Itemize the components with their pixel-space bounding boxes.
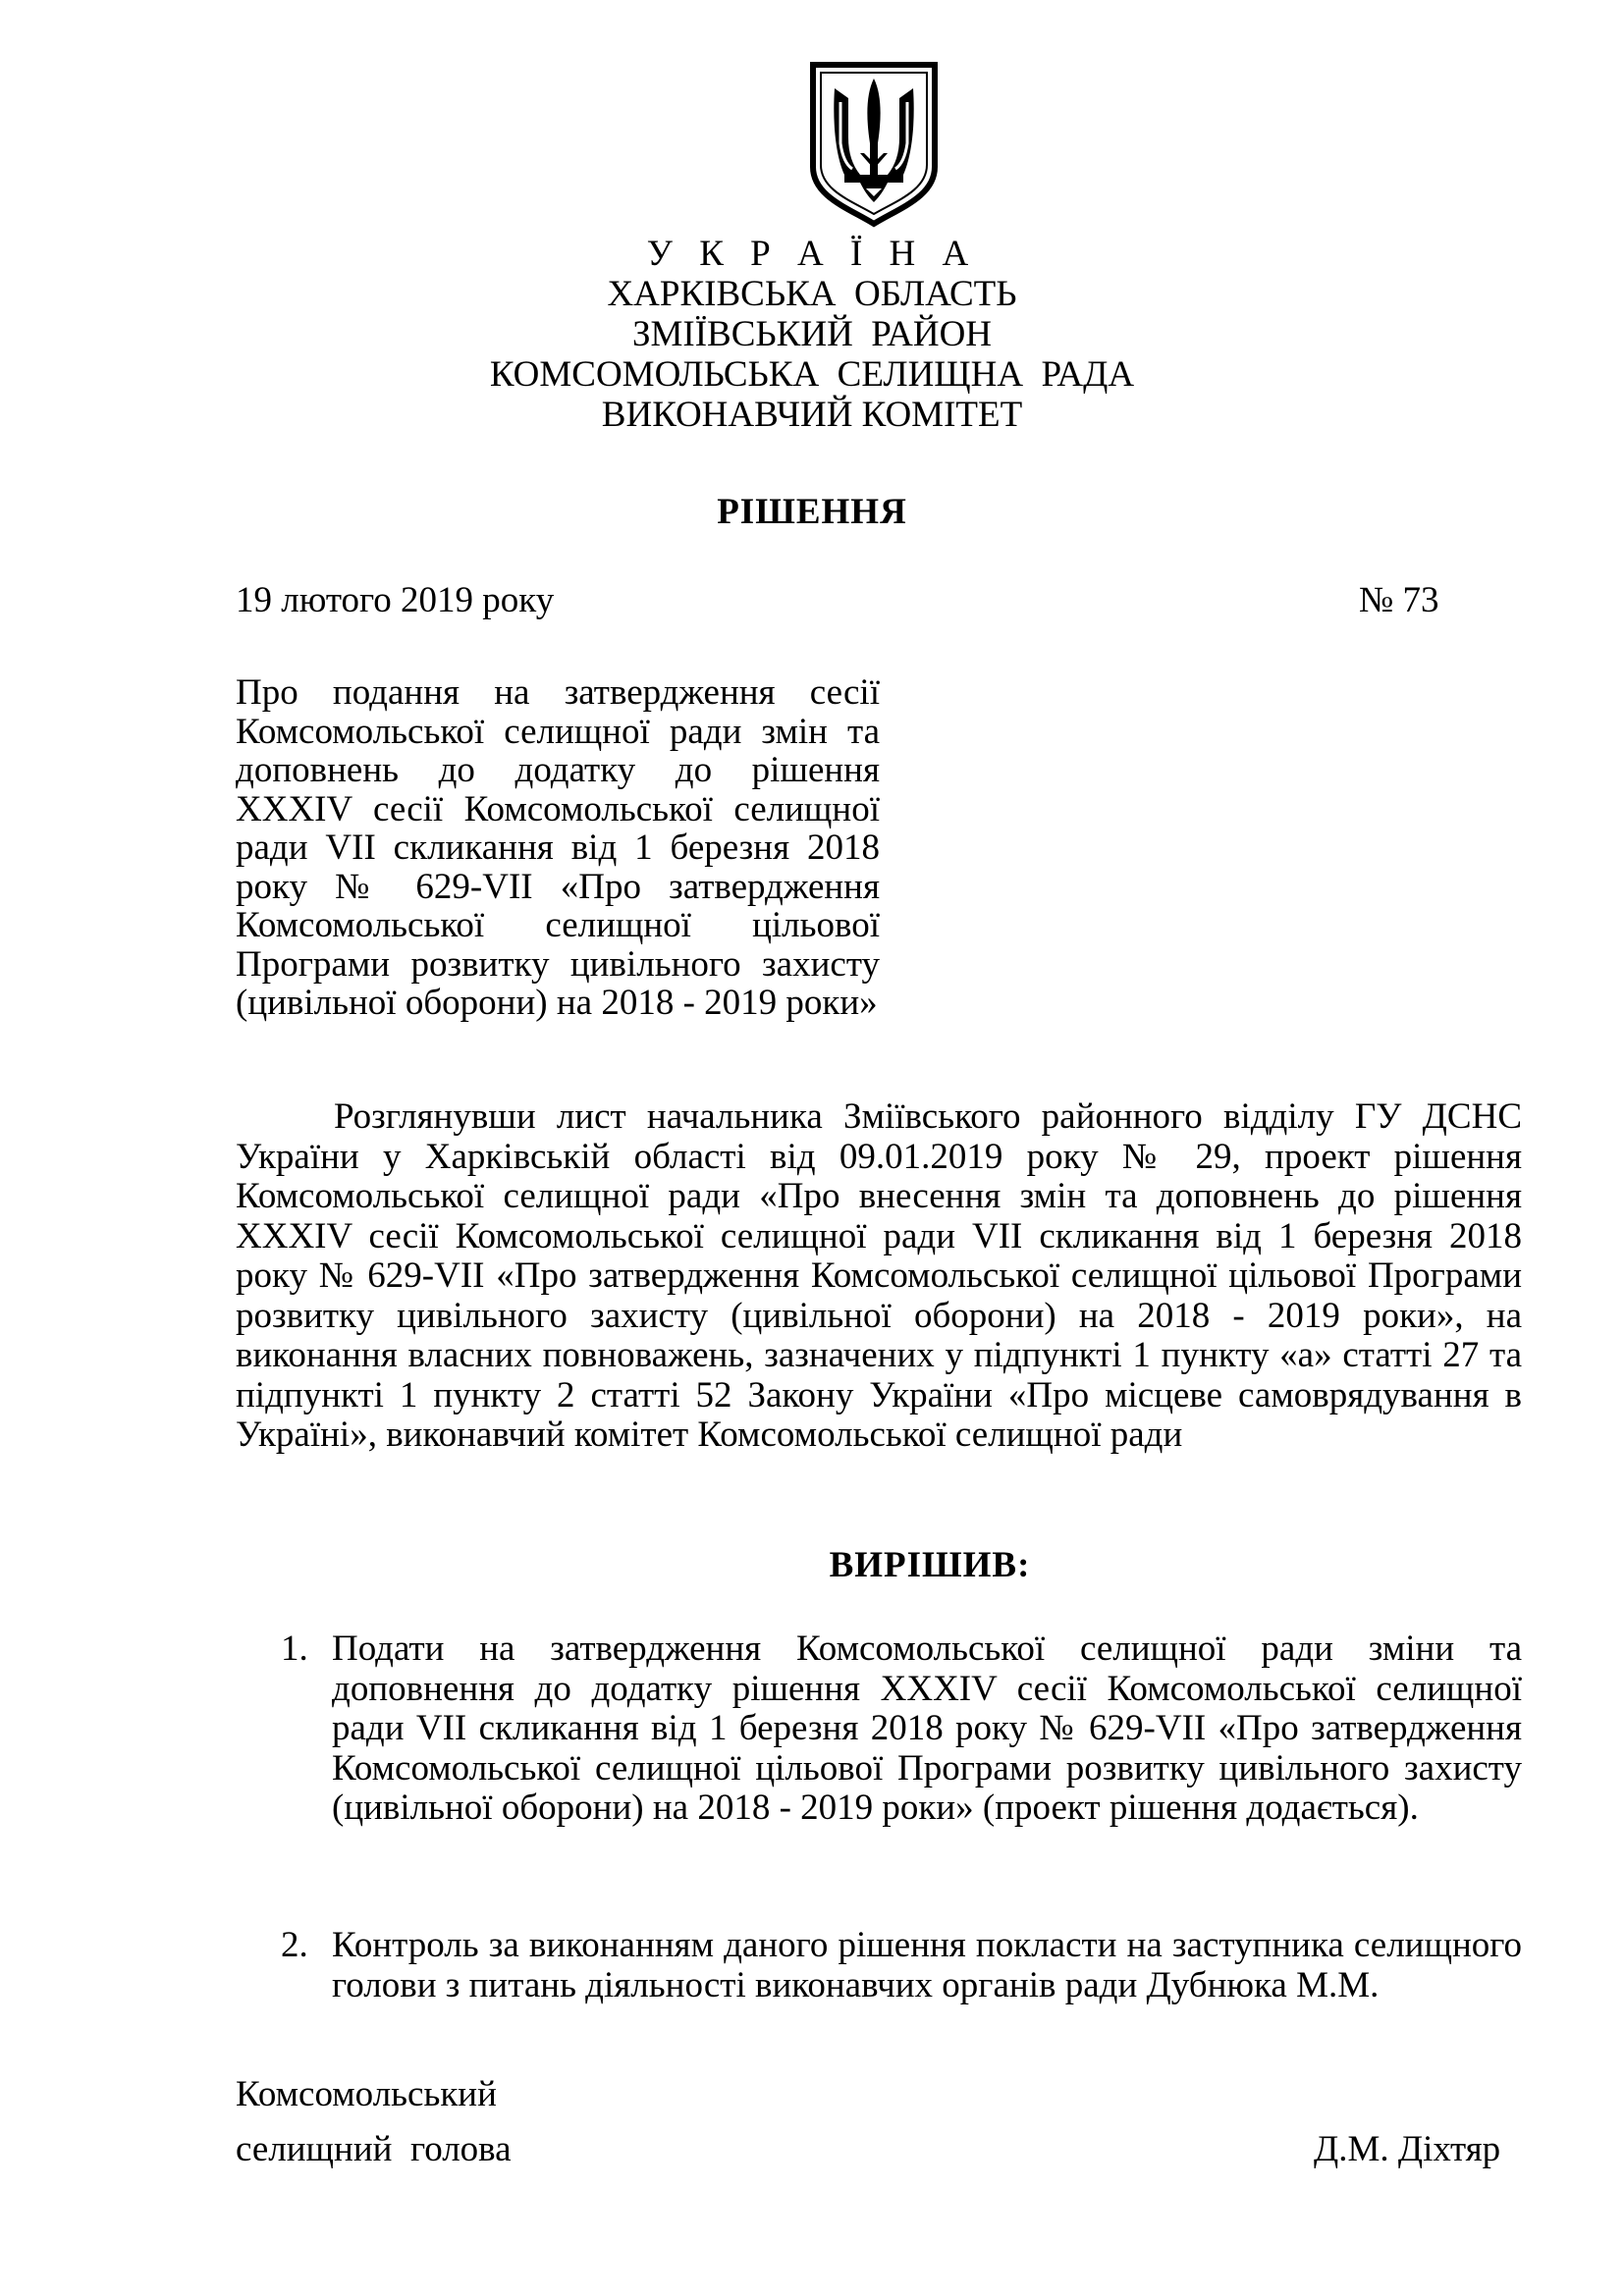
document-number: № 73	[1359, 580, 1439, 620]
ukraine-trident-coat-of-arms-icon	[805, 59, 943, 228]
document-subject: Про подання на затвердження сесії Комсомольської селищної ради змін та доповнень до додатку до рішення XXXIV сесії Комсомольської селищної ради VII скликання від 1 березня 2018 року № 629-VII «Про затвердження Комсомольської селищної цільової Програми розвитку цивільного захисту (цивільної оборони) на 2018 - 2019 роки»	[236, 672, 880, 1023]
signature-name: Д.М. Діхтяр	[1314, 2129, 1501, 2169]
list-item-text: Подати на затвердження Комсомольської селищної ради зміни та доповнення до додатку рішення XXXIV сесії Комсомольської селищної ради VII скликання від 1 березня 2018 року № 629-VII «Про затвердження Комсомольської селищної цільової Програми розвитку цивільного захисту (цивільної оборони) на 2018 - 2019 роки» (проект рішення додається).	[332, 1629, 1522, 1828]
signature-title-line2: селищний голова	[236, 2129, 512, 2169]
header-committee: ВИКОНАВЧИЙ КОМІТЕТ	[601, 395, 1023, 435]
header-oblast: ХАРКІВСЬКА ОБЛАСТЬ	[607, 274, 1017, 314]
document-type-title: РІШЕННЯ	[717, 492, 907, 532]
list-item-number: 2.	[281, 1925, 308, 1965]
document-date: 19 лютого 2019 року	[236, 580, 555, 620]
list-item	[281, 1629, 1522, 1829]
header-raion: ЗМІЇВСЬКИЙ РАЙОН	[631, 314, 993, 354]
decided-heading: ВИРІШИВ:	[829, 1545, 1031, 1585]
header-council: КОМСОМОЛЬСЬКА СЕЛИЩНА РАДА	[489, 354, 1135, 395]
document-header	[0, 234, 1624, 435]
list-item	[281, 1925, 1522, 2005]
signature-title-line1: Комсомольський	[236, 2074, 497, 2114]
signature-title	[236, 2067, 512, 2177]
document-preamble: Розглянувши лист начальника Зміївського районного відділу ГУ ДСНС України у Харківській області від 09.01.2019 року № 29, проект рішення Комсомольської селищної ради «Про внесення змін та доповнень до рішення XXXIV сесії Комсомольської селищної ради VII скликання від 1 березня 2018 року № 629-VII «Про затвердження Комсомольської селищної цільової Програми розвитку цивільного захисту (цивільної оборони) на 2018 - 2019 роки», на виконання власних повноважень, зазначених у підпункті 1 пункту «а» статті 27 та підпункті 1 пункту 2 статті 52 Закону України «Про місцеве самоврядування в Україні», виконавчий комітет Комсомольської селищної ради	[236, 1096, 1522, 1455]
header-country: У К Р А Ї Н А	[646, 234, 978, 274]
list-item-text: Контроль за виконанням даного рішення покласти на заступника селищного голови з питань діяльності виконавчих органів ради Дубнюка М.М.	[332, 1925, 1522, 2005]
list-item-number: 1.	[281, 1629, 308, 1669]
